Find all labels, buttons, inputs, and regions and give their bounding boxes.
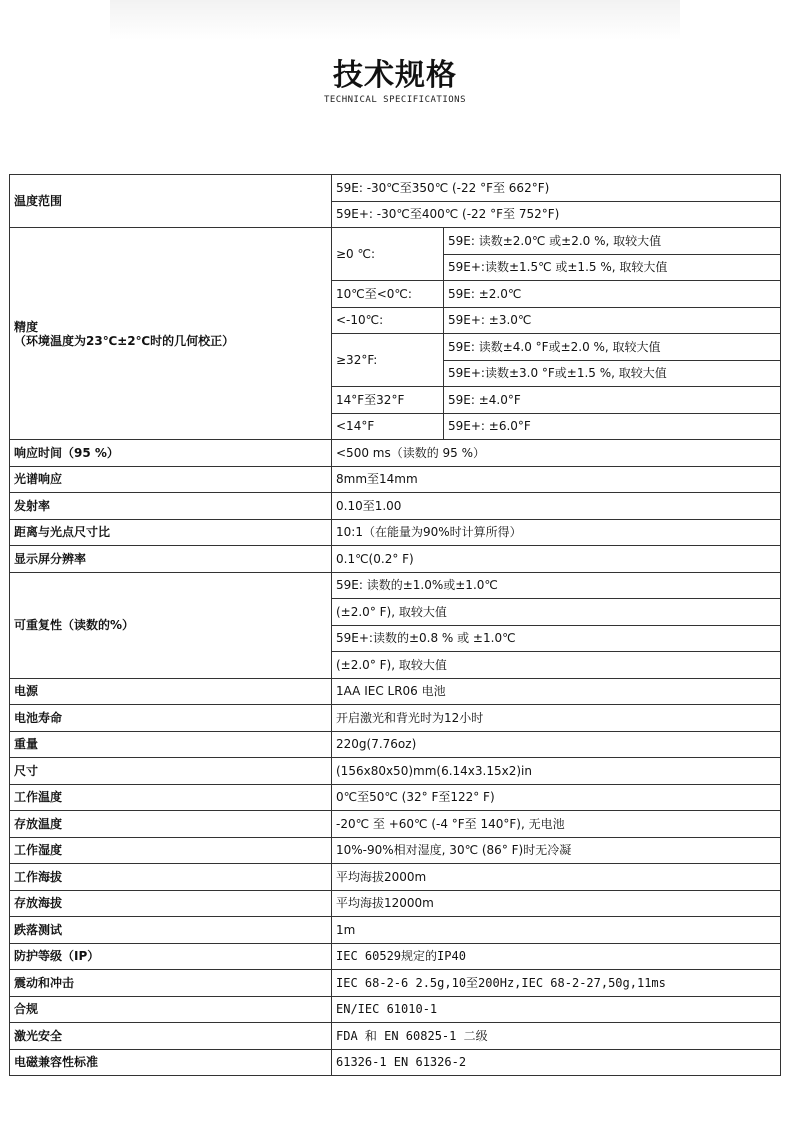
table-row bbox=[10, 546, 781, 573]
accuracy-ge0c-59eplus: 59E+:读数±1.5℃ 或±1.5 %, 取较大值 bbox=[444, 254, 781, 281]
accuracy-lt-m10c: <-10℃: bbox=[332, 307, 444, 334]
distance-spot-label: 距离与光点尺寸比 bbox=[10, 519, 332, 546]
table-row bbox=[10, 678, 781, 705]
table-row bbox=[10, 784, 781, 811]
power-label: 电源 bbox=[10, 678, 332, 705]
table-row bbox=[10, 731, 781, 758]
ip-rating-value: IEC 60529规定的IP40 bbox=[332, 943, 781, 970]
vibration-label: 震动和冲击 bbox=[10, 970, 332, 997]
operating-humidity-value: 10%-90%相对湿度, 30℃ (86° F)时无冷凝 bbox=[332, 837, 781, 864]
compliance-value: EN/IEC 61010-1 bbox=[332, 996, 781, 1023]
table-row bbox=[10, 890, 781, 917]
emc-label: 电磁兼容性标准 bbox=[10, 1049, 332, 1076]
table-row bbox=[10, 466, 781, 493]
drop-test-label: 跌落测试 bbox=[10, 917, 332, 944]
repeatability-line3: 59E+:读数的±0.8 % 或 ±1.0℃ bbox=[332, 625, 781, 652]
repeatability-line4: (±2.0° F), 取较大值 bbox=[332, 652, 781, 679]
emissivity-value: 0.10至1.00 bbox=[332, 493, 781, 520]
dimensions-value: (156x80x50)mm(6.14x3.15x2)in bbox=[332, 758, 781, 785]
table-row bbox=[10, 519, 781, 546]
table-row bbox=[10, 1049, 781, 1076]
table-row bbox=[10, 175, 781, 202]
operating-humidity-label: 工作湿度 bbox=[10, 837, 332, 864]
display-resolution-label: 显示屏分辨率 bbox=[10, 546, 332, 573]
storage-temp-value: -20℃ 至 +60℃ (-4 °F至 140°F), 无电池 bbox=[332, 811, 781, 838]
emc-value: 61326-1 EN 61326-2 bbox=[332, 1049, 781, 1076]
battery-life-label: 电池寿命 bbox=[10, 705, 332, 732]
operating-altitude-value: 平均海拔2000m bbox=[332, 864, 781, 891]
repeatability-label: 可重复性（读数的%） bbox=[10, 572, 332, 678]
display-resolution-value: 0.1℃(0.2° F) bbox=[332, 546, 781, 573]
vibration-value: IEC 68-2-6 2.5g,10至200Hz,IEC 68-2-27,50g,11ms bbox=[332, 970, 781, 997]
accuracy-14f-32f-value: 59E: ±4.0°F bbox=[444, 387, 781, 414]
table-row bbox=[10, 811, 781, 838]
emissivity-label: 发射率 bbox=[10, 493, 332, 520]
storage-temp-label: 存放温度 bbox=[10, 811, 332, 838]
dimensions-label: 尺寸 bbox=[10, 758, 332, 785]
table-row bbox=[10, 943, 781, 970]
ip-rating-label: 防护等级（IP） bbox=[10, 943, 332, 970]
battery-life-value: 开启激光和背光时为12小时 bbox=[332, 705, 781, 732]
table-row bbox=[10, 837, 781, 864]
accuracy-label-sub: （环境温度为23℃±2℃时的几何校正） bbox=[14, 333, 235, 348]
response-time-value: <500 ms（读数的 95 %） bbox=[332, 440, 781, 467]
table-row bbox=[10, 440, 781, 467]
accuracy-label-main: 精度 bbox=[14, 319, 39, 334]
table-row bbox=[10, 758, 781, 785]
temperature-range-59e: 59E: -30℃至350℃ (-22 °F至 662°F) bbox=[332, 175, 781, 202]
repeatability-line2: (±2.0° F), 取较大值 bbox=[332, 599, 781, 626]
laser-safety-label: 激光安全 bbox=[10, 1023, 332, 1050]
accuracy-10c-0c-value: 59E: ±2.0℃ bbox=[444, 281, 781, 308]
table-row bbox=[10, 228, 781, 255]
table-row bbox=[10, 864, 781, 891]
spectral-response-value: 8mm至14mm bbox=[332, 466, 781, 493]
accuracy-ge32f: ≥32°F: bbox=[332, 334, 444, 387]
storage-altitude-label: 存放海拔 bbox=[10, 890, 332, 917]
distance-spot-value: 10:1（在能量为90%时计算所得） bbox=[332, 519, 781, 546]
table-row bbox=[10, 917, 781, 944]
temperature-range-label: 温度范围 bbox=[10, 175, 332, 228]
table-row bbox=[10, 1023, 781, 1050]
drop-test-value: 1m bbox=[332, 917, 781, 944]
weight-label: 重量 bbox=[10, 731, 332, 758]
accuracy-14f-32f: 14°F至32°F bbox=[332, 387, 444, 414]
accuracy-lt-m10c-value: 59E+: ±3.0℃ bbox=[444, 307, 781, 334]
accuracy-ge0c: ≥0 ℃: bbox=[332, 228, 444, 281]
page-title: 技术规格 bbox=[333, 58, 457, 93]
table-row bbox=[10, 572, 781, 599]
accuracy-lt14f: <14°F bbox=[332, 413, 444, 440]
weight-value: 220g(7.76oz) bbox=[332, 731, 781, 758]
response-time-label: 响应时间（95 %） bbox=[10, 440, 332, 467]
header-fade bbox=[110, 0, 680, 40]
page-subtitle: TECHNICAL SPECIFICATIONS bbox=[323, 95, 467, 105]
operating-temp-value: 0℃至50℃ (32° F至122° F) bbox=[332, 784, 781, 811]
accuracy-ge0c-59e: 59E: 读数±2.0℃ 或±2.0 %, 取较大值 bbox=[444, 228, 781, 255]
accuracy-ge32f-59eplus: 59E+:读数±3.0 °F或±1.5 %, 取较大值 bbox=[444, 360, 781, 387]
spectral-response-label: 光谱响应 bbox=[10, 466, 332, 493]
operating-altitude-label: 工作海拔 bbox=[10, 864, 332, 891]
temperature-range-59eplus: 59E+: -30℃至400℃ (-22 °F至 752°F) bbox=[332, 201, 781, 228]
power-value: 1AA IEC LR06 电池 bbox=[332, 678, 781, 705]
table-row bbox=[10, 970, 781, 997]
spec-table bbox=[9, 174, 781, 1076]
operating-temp-label: 工作温度 bbox=[10, 784, 332, 811]
accuracy-lt14f-value: 59E+: ±6.0°F bbox=[444, 413, 781, 440]
accuracy-ge32f-59e: 59E: 读数±4.0 °F或±2.0 %, 取较大值 bbox=[444, 334, 781, 361]
table-row bbox=[10, 493, 781, 520]
table-row bbox=[10, 996, 781, 1023]
compliance-label: 合规 bbox=[10, 996, 332, 1023]
laser-safety-value: FDA 和 EN 60825-1 二级 bbox=[332, 1023, 781, 1050]
accuracy-label bbox=[10, 228, 332, 440]
repeatability-line1: 59E: 读数的±1.0%或±1.0℃ bbox=[332, 572, 781, 599]
table-row bbox=[10, 705, 781, 732]
accuracy-10c-0c: 10℃至<0℃: bbox=[332, 281, 444, 308]
storage-altitude-value: 平均海拔12000m bbox=[332, 890, 781, 917]
